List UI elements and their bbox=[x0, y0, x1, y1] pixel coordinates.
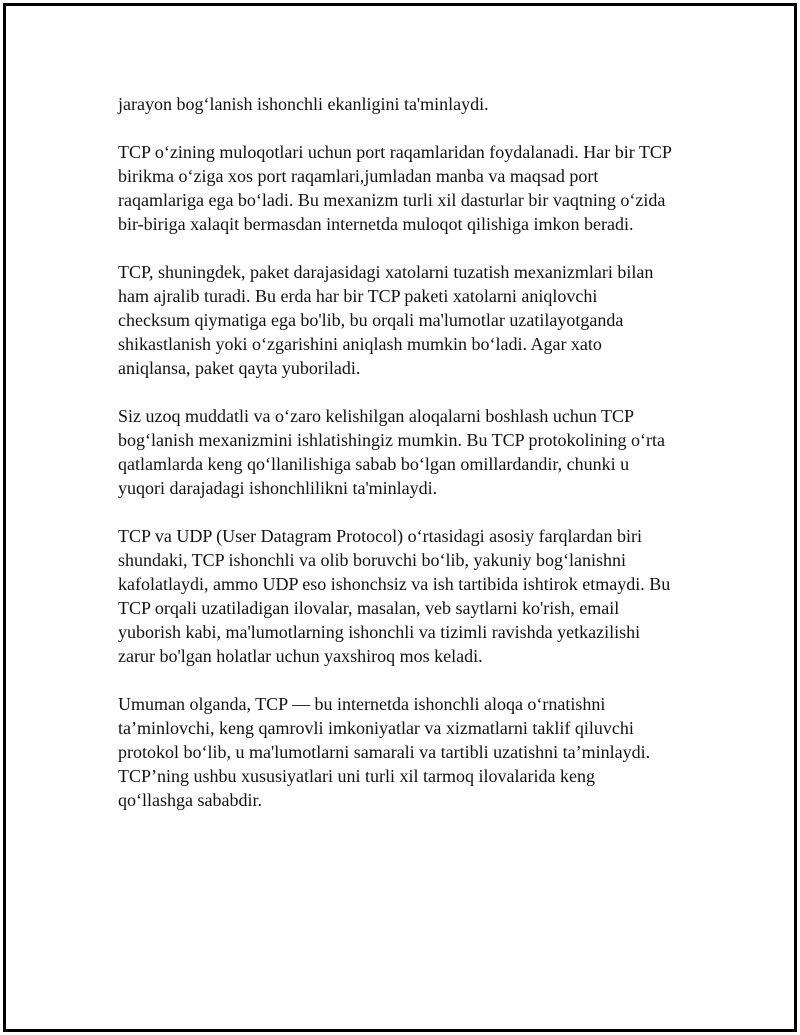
text-line: birikma o‘ziga xos port raqamlari,jumladan manba va maqsad port bbox=[118, 166, 599, 186]
text-line: qo‘llashga sababdir. bbox=[118, 790, 262, 810]
text-line: TCP o‘zining muloqotlari uchun port raqamlaridan foydalanadi. Har bir TCP bbox=[118, 142, 672, 162]
paragraph-3 bbox=[118, 260, 698, 380]
text-line: yuborish kabi, ma'lumotlarning ishonchli va tizimli ravishda yetkazilishi bbox=[118, 622, 641, 642]
text-line: shikastlanish yoki o‘zgarishini aniqlash mumkin bo‘ladi. Agar xato bbox=[118, 334, 602, 354]
text-line: zarur bo'lgan holatlar uchun yaxshiroq mos keladi. bbox=[118, 646, 483, 666]
text-line: protokol bo‘lib, u ma'lumotlarni samarali va tartibli uzatishni ta’minlaydi. bbox=[118, 742, 651, 762]
text-line: jarayon bog‘lanish ishonchli ekanligini ta'minlaydi. bbox=[118, 94, 489, 114]
text-line: TCP orqali uzatiladigan ilovalar, masalan, veb saytlarni ko'rish, email bbox=[118, 598, 620, 618]
text-line: Siz uzoq muddatli va o‘zaro kelishilgan aloqalarni boshlash uchun TCP bbox=[118, 406, 635, 426]
text-line: qatlamlarda keng qo‘llanilishiga sabab bo‘lgan omillardandir, chunki u bbox=[118, 454, 630, 474]
text-line: TCP’ning ushbu xususiyatlari uni turli xil tarmoq ilovalarida keng bbox=[118, 766, 595, 786]
paragraph-6 bbox=[118, 692, 698, 812]
text-line: aniqlansa, paket qayta yuboriladi. bbox=[118, 358, 361, 378]
paragraph-2 bbox=[118, 140, 698, 236]
text-line: checksum qiymatiga ega bo'lib, bu orqali ma'lumotlar uzatilayotganda bbox=[118, 310, 624, 330]
text-line: TCP va UDP (User Datagram Protocol) o‘rtasidagi asosiy farqlardan biri bbox=[118, 526, 643, 546]
paragraph-5 bbox=[118, 524, 698, 668]
text-line: ham ajralib turadi. Bu erda har bir TCP paketi xatolarni aniqlovchi bbox=[118, 286, 598, 306]
text-line: kafolatlaydi, ammo UDP eso ishonchsiz va ish tartibida ishtirok etmaydi. Bu bbox=[118, 574, 671, 594]
text-line: ta’minlovchi, keng qamrovli imkoniyatlar va xizmatlarni taklif qiluvchi bbox=[118, 718, 634, 738]
document-body bbox=[118, 92, 698, 836]
text-line: yuqori darajadagi ishonchlilikni ta'minlaydi. bbox=[118, 478, 438, 498]
text-line: TCP, shuningdek, paket darajasidagi xatolarni tuzatish mexanizmlari bilan bbox=[118, 262, 654, 282]
paragraph-1 bbox=[118, 92, 698, 116]
text-line: bir-biriga xalaqit bermasdan internetda muloqot qilishiga imkon beradi. bbox=[118, 214, 634, 234]
paragraph-4 bbox=[118, 404, 698, 500]
text-line: bog‘lanish mexanizmini ishlatishingiz mumkin. Bu TCP protokolining o‘rta bbox=[118, 430, 665, 450]
text-line: Umuman olganda, TCP — bu internetda ishonchli aloqa o‘rnatishni bbox=[118, 694, 606, 714]
text-line: raqamlariga ega bo‘ladi. Bu mexanizm turli xil dasturlar bir vaqtning o‘zida bbox=[118, 190, 666, 210]
text-line: shundaki, TCP ishonchli va olib boruvchi bo‘lib, yakuniy bog‘lanishni bbox=[118, 550, 626, 570]
